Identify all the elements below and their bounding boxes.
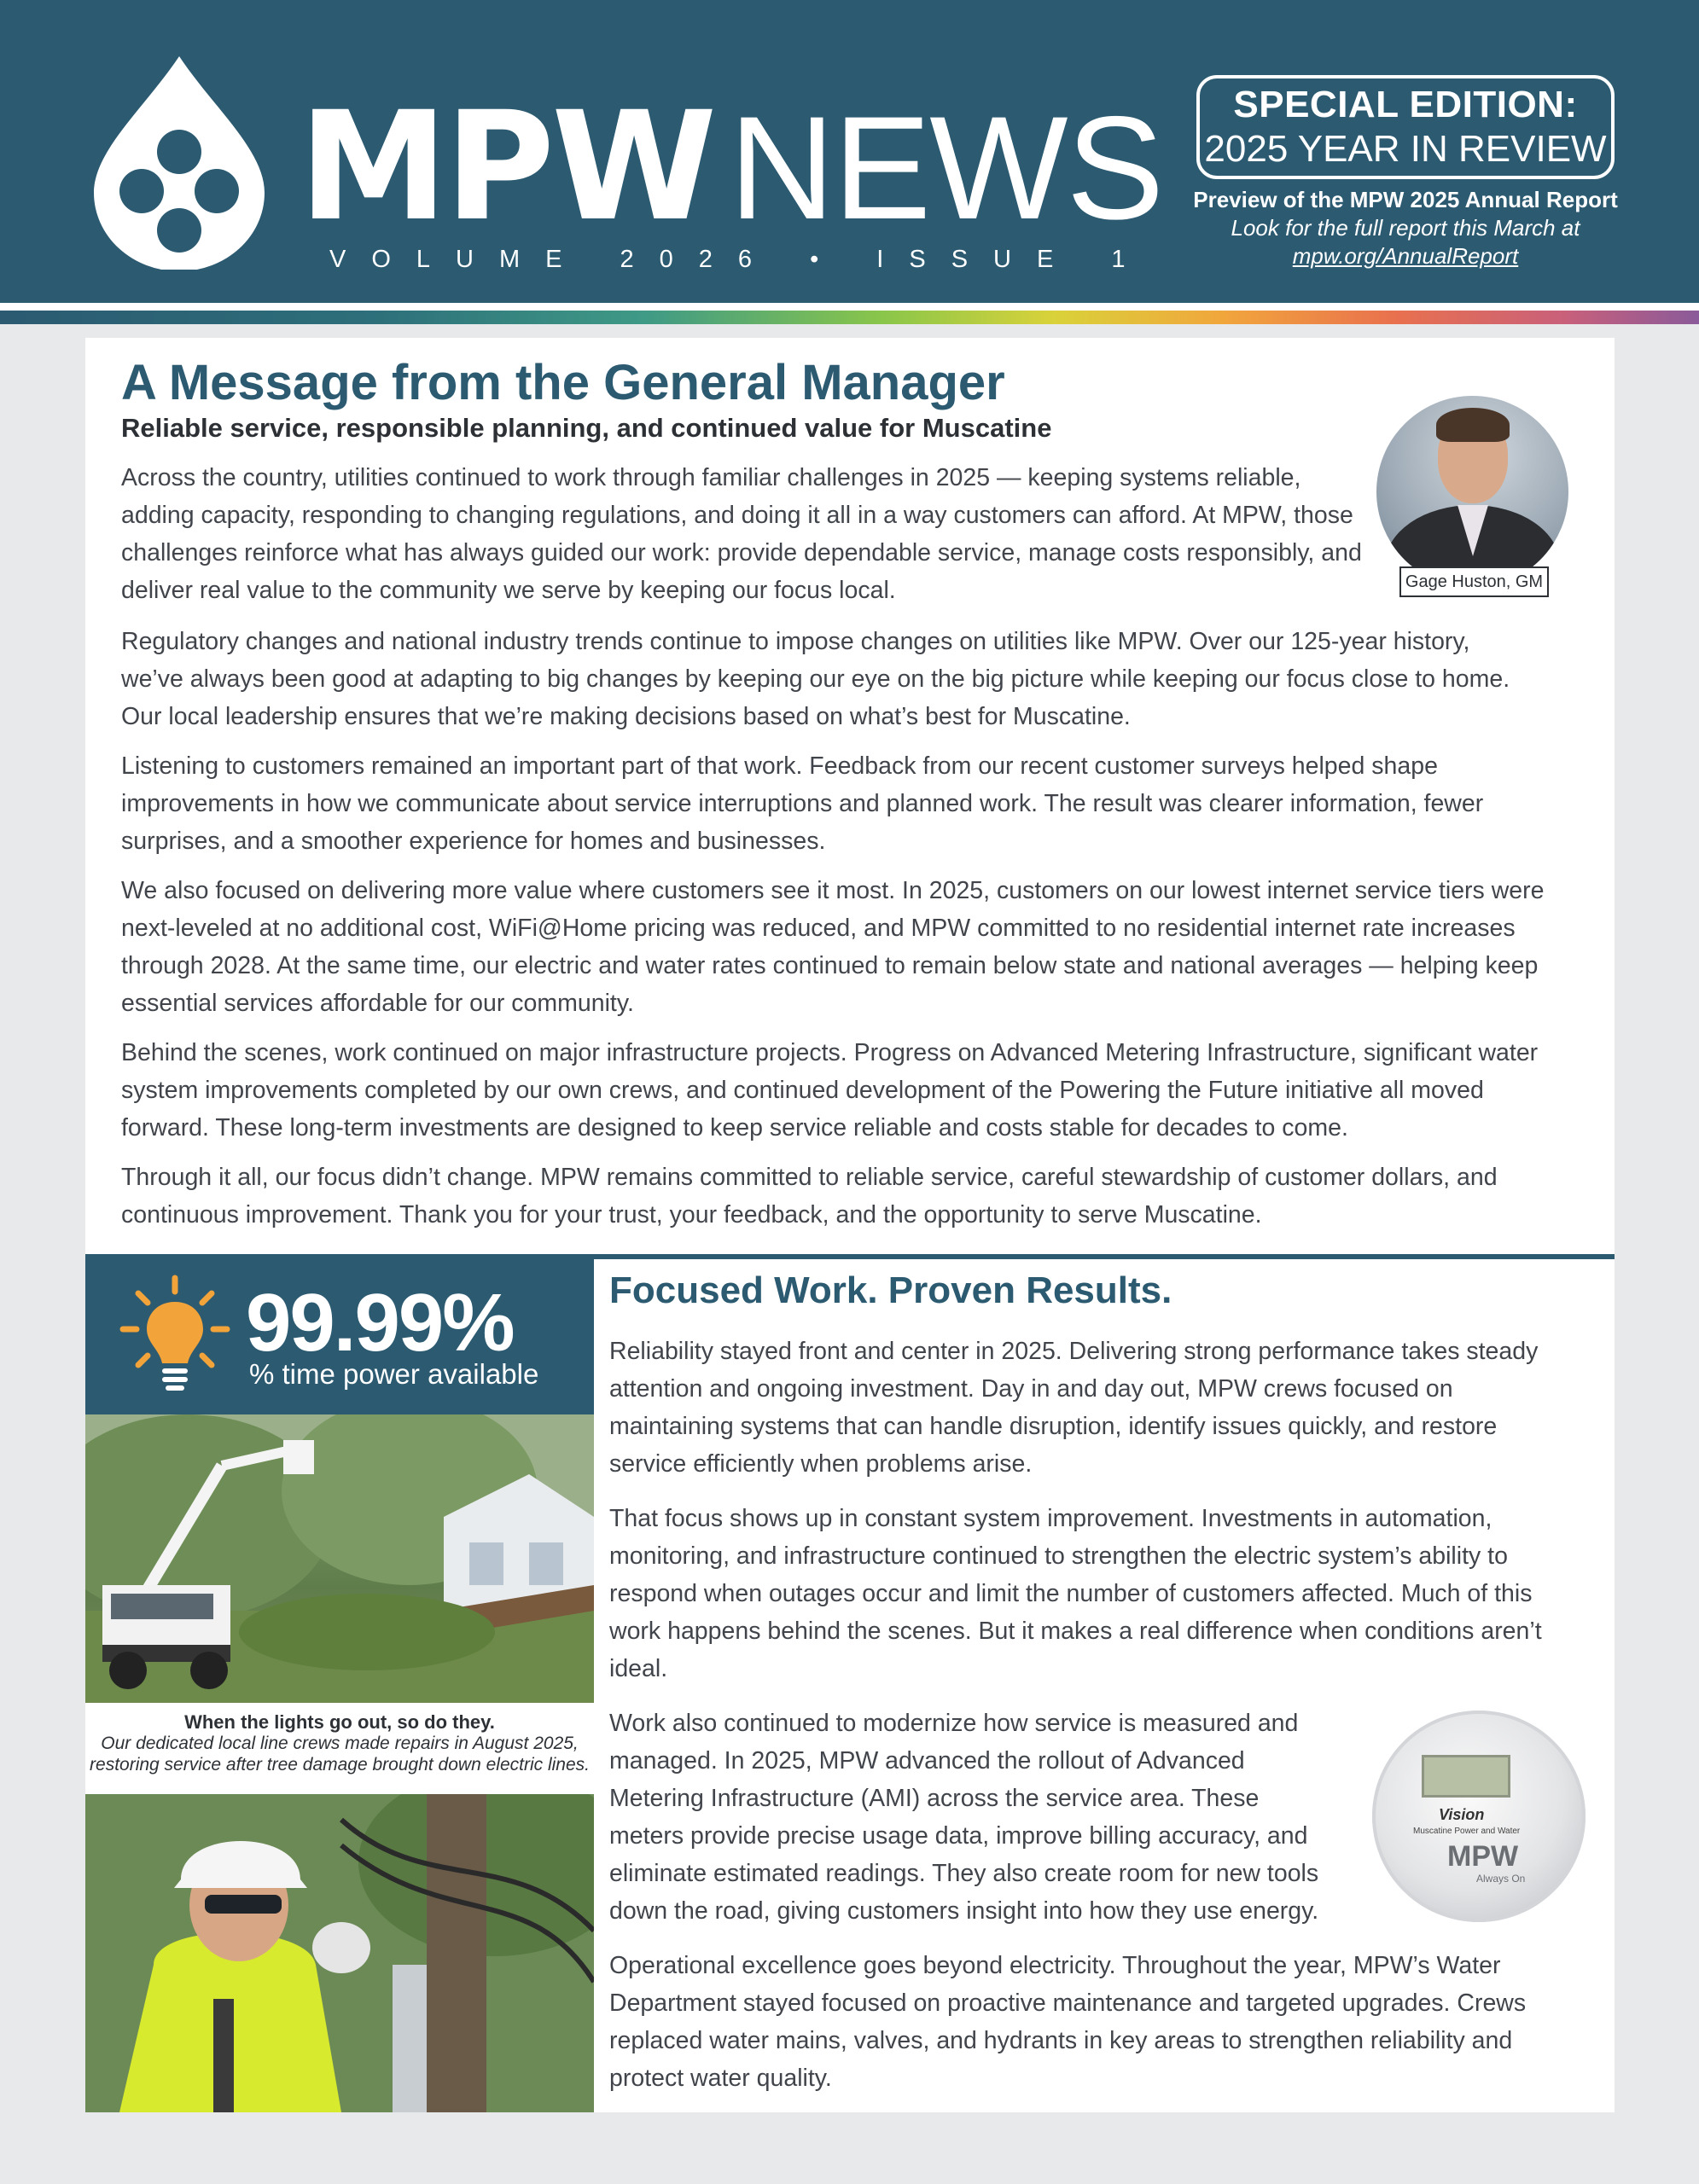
caption-headline: When the lights go out, so do they. <box>184 1711 495 1733</box>
volume-issue: VOLUME 2026 • ISSUE 1 <box>329 246 1151 273</box>
special-edition-label: SPECIAL EDITION: <box>1233 84 1578 125</box>
brand-wordmark <box>299 79 1163 254</box>
focused-paragraph: That focus shows up in constant system improvement. Investments in automation, monitoring, and infrastructure continued to strengthen the electric system’s ability to respond when outages occur and limit the number of customers affected. Much of this work happens behind the scenes. But it makes a real difference when conditions aren’t ideal. <box>609 1505 1542 1682</box>
gm-message-subtitle: Reliable service, responsible planning, and continued value for Muscatine <box>121 413 1052 443</box>
header-divider <box>0 303 1699 311</box>
truck-scene-illustration <box>85 1414 594 1703</box>
gm-message-title: A Message from the General Manager <box>121 355 1005 410</box>
brand-news: NEWS <box>729 86 1163 250</box>
focused-paragraph: Work also continued to modernize how service is measured and managed. In 2025, MPW advanced the rollout of Advanced Metering Infrastructure (AMI) across the service area. These meters provide precise usage data, improve billing accuracy, and eliminate estimated readings. They also create room for new tools down the road, giving customers insight into how they use energy. <box>609 1710 1319 1925</box>
preview-line: Preview of the MPW 2025 Annual Report <box>1193 187 1618 212</box>
gm-paragraph: Through it all, our focus didn’t change. MPW remains committed to reliable service, careful stewardship of customer dollars, and continuous improvement. Thank you for your trust, your feedback, and the opportunity to serve Muscatine. <box>121 1164 1498 1228</box>
gm-paragraph: Regulatory changes and national industry trends continue to impose changes on utilities like MPW. Over our 125-year history, we’ve always been good at adapting to big changes by keeping our eye on the big picture while keeping our focus close to home. Our local leadership ensures that we’re making decisions based on what’s best for Muscatine. <box>121 628 1510 730</box>
annual-report-link[interactable]: mpw.org/AnnualReport <box>1292 243 1519 269</box>
gm-portrait <box>1376 396 1568 588</box>
smart-meter-photo <box>1372 1711 1586 1922</box>
caption-body: Our dedicated local line crews made repairs in August 2025, restoring service after tree damage brought down electric lines. <box>90 1734 590 1774</box>
gm-paragraph: Listening to customers remained an important part of that work. Feedback from our recent customer surveys helped shape improvements in how we communicate about service interruptions and planned work. The result was clearer information, fewer surprises, and a smoother experience for homes and businesses. <box>121 752 1484 855</box>
gm-paragraph: Behind the scenes, work continued on major infrastructure projects. Progress on Advanced Metering Infrastructure, significant water system improvements completed by our own crews, and continued development of the Powering the Future initiative all moved forward. These long-term investments are designed to keep service reliable and costs stable for decades to come. <box>121 1039 1539 1141</box>
line-crew-photo-caption <box>85 1711 594 1775</box>
gm-paragraph: We also focused on delivering more value where customers see it most. In 2025, customers on our lowest internet service tiers were next-leveled at no additional cost, WiFi@Home pricing was reduced, and MPW committed to no residential internet rate increases through 2028. At the same time, our electric and water rates continued to remain below state and national averages — helping keep essential services affordable for our community. <box>121 877 1545 1017</box>
meter-display <box>1422 1755 1510 1798</box>
meter-tagline: Always On <box>1476 1873 1526 1885</box>
annual-report-preview <box>1188 186 1623 270</box>
focused-paragraph: Operational excellence goes beyond electricity. Throughout the year, MPW’s Water Department stayed focused on proactive maintenance and targeted upgrades. Crews replaced water mains, valves, and hydrants in key areas to strengthen reliability and protect water quality. <box>609 1952 1527 2092</box>
lineworker-photo <box>85 1794 594 2112</box>
meter-logo: MPW <box>1447 1840 1519 1873</box>
lightbulb-icon <box>119 1275 230 1403</box>
gm-portrait-caption: Gage Huston, GM <box>1399 566 1549 597</box>
meter-brand: Vision <box>1439 1806 1485 1823</box>
meter-subtitle: Muscatine Power and Water <box>1413 1827 1521 1836</box>
line-crew-truck-photo <box>85 1414 594 1703</box>
gm-paragraph: Across the country, utilities continued to work through familiar challenges in 2025 — keeping systems reliable, adding capacity, responding to changing regulations, and doing it all in a way customers can afford. At MPW, those challenges reinforce what has always guided our work: provide dependable service, manage costs responsibly, and deliver real value to the community we serve by keeping our focus local. <box>121 464 1362 604</box>
lookfor-line: Look for the full report this March at <box>1231 215 1580 241</box>
reliability-stat-label: % time power available <box>249 1358 539 1390</box>
water-drop-logo-icon <box>94 56 265 270</box>
rainbow-stripe <box>0 311 1699 324</box>
lineworker-illustration <box>85 1794 594 2112</box>
reliability-stat-value: 99.99% <box>246 1277 514 1368</box>
year-in-review-label: 2025 YEAR IN REVIEW <box>1204 128 1607 170</box>
focused-paragraph: Reliability stayed front and center in 2025. Delivering strong performance takes steady attention and ongoing investment. Day in and day out, MPW crews focused on maintaining systems that can handle disruption, identify issues quickly, and restore service efficiently when problems arise. <box>609 1338 1539 1478</box>
special-edition-badge <box>1196 75 1615 179</box>
brand-mpw: MPW <box>299 79 714 254</box>
focused-work-title: Focused Work. Proven Results. <box>609 1269 1172 1311</box>
